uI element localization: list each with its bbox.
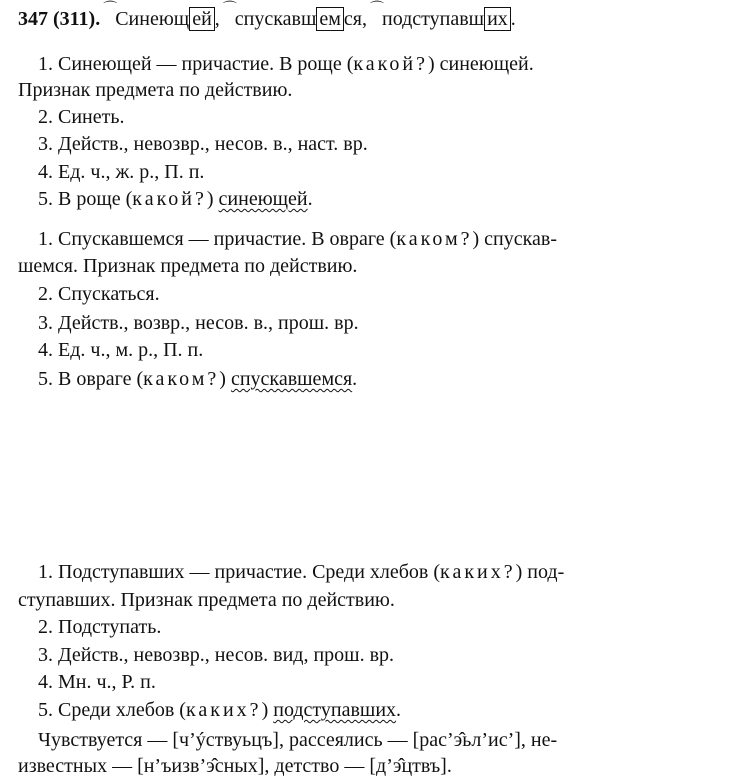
- b2-line-6: 5. В овраге (каком?) спускавшемся.: [38, 368, 358, 390]
- ending-box: ем: [316, 7, 344, 31]
- b1-line-3: 2. Синеть.: [38, 106, 125, 128]
- underlined-participle: синеющей: [218, 188, 308, 210]
- b1-line-1: 1. Синеющей — причастие. В роще (какой?) синеющей.: [38, 53, 534, 75]
- word-spuskavshemsya: ⌒спускавш ем ся: [222, 2, 362, 30]
- root-arc-icon: ⌒: [103, 2, 118, 17]
- b1-line-4: 3. Действ., невозвр., несов. в., наст. вр.: [38, 133, 368, 155]
- b3-line-2: ступавших. Признак предмета по действию.: [18, 589, 395, 611]
- exercise-number: 347 (311).: [18, 8, 101, 30]
- b1-line-5: 4. Ед. ч., ж. р., П. п.: [38, 161, 205, 183]
- b2-line-2: шемся. Признак предмета по действию.: [18, 255, 358, 277]
- b3-line-4: 3. Действ., невозвр., несов. вид, прош. вр.: [38, 644, 395, 666]
- root-arc-icon: ⌒: [370, 2, 384, 17]
- underlined-participle: спускавшемся: [230, 368, 353, 390]
- b3-line-1: 1. Подступавших — причастие. Среди хлебов (каких?) под-: [38, 561, 565, 583]
- b2-line-1: 1. Спускавшемся — причастие. В овраге (каком?) спускав-: [38, 228, 558, 250]
- ending-box: ей: [189, 7, 215, 31]
- phonetic-line-2: известных — [н’ъизв’э̂сных], детство — [д’э̂цтвъ].: [18, 755, 452, 777]
- word-podstupavshikh: ⌒подступавш их: [372, 8, 511, 30]
- underlined-participle: подступавших: [273, 699, 397, 721]
- b3-line-5: 4. Мн. ч., Р. п.: [38, 671, 156, 693]
- b2-line-4: 3. Действ., возвр., несов. в., прош. вр.: [38, 312, 359, 334]
- b2-line-3: 2. Спускаться.: [38, 283, 160, 305]
- word-sineyushchey: ⌒Синеющ ей: [105, 8, 215, 30]
- ending-box: их: [484, 7, 511, 31]
- root-arc-icon: ⌒: [222, 2, 237, 17]
- b1-line-6: 5. В роще (какой?) синеющей.: [38, 188, 313, 210]
- b3-line-6: 5. Среди хлебов (каких?) подступавших.: [38, 699, 402, 721]
- b1-line-2: Признак предмета по действию.: [18, 79, 293, 101]
- exercise-header: 347 (311). ⌒Синеющ ей , ⌒спускавш ем ся, ⌒подступавш их .: [18, 2, 516, 30]
- b3-line-3: 2. Подступать.: [38, 616, 162, 638]
- b2-line-5: 4. Ед. ч., м. р., П. п.: [38, 339, 204, 361]
- phonetic-line-1: Чувствуется — [ч’ýствуьцъ], рассеялись — [рас’э̂ьл’ис’], не-: [38, 729, 558, 751]
